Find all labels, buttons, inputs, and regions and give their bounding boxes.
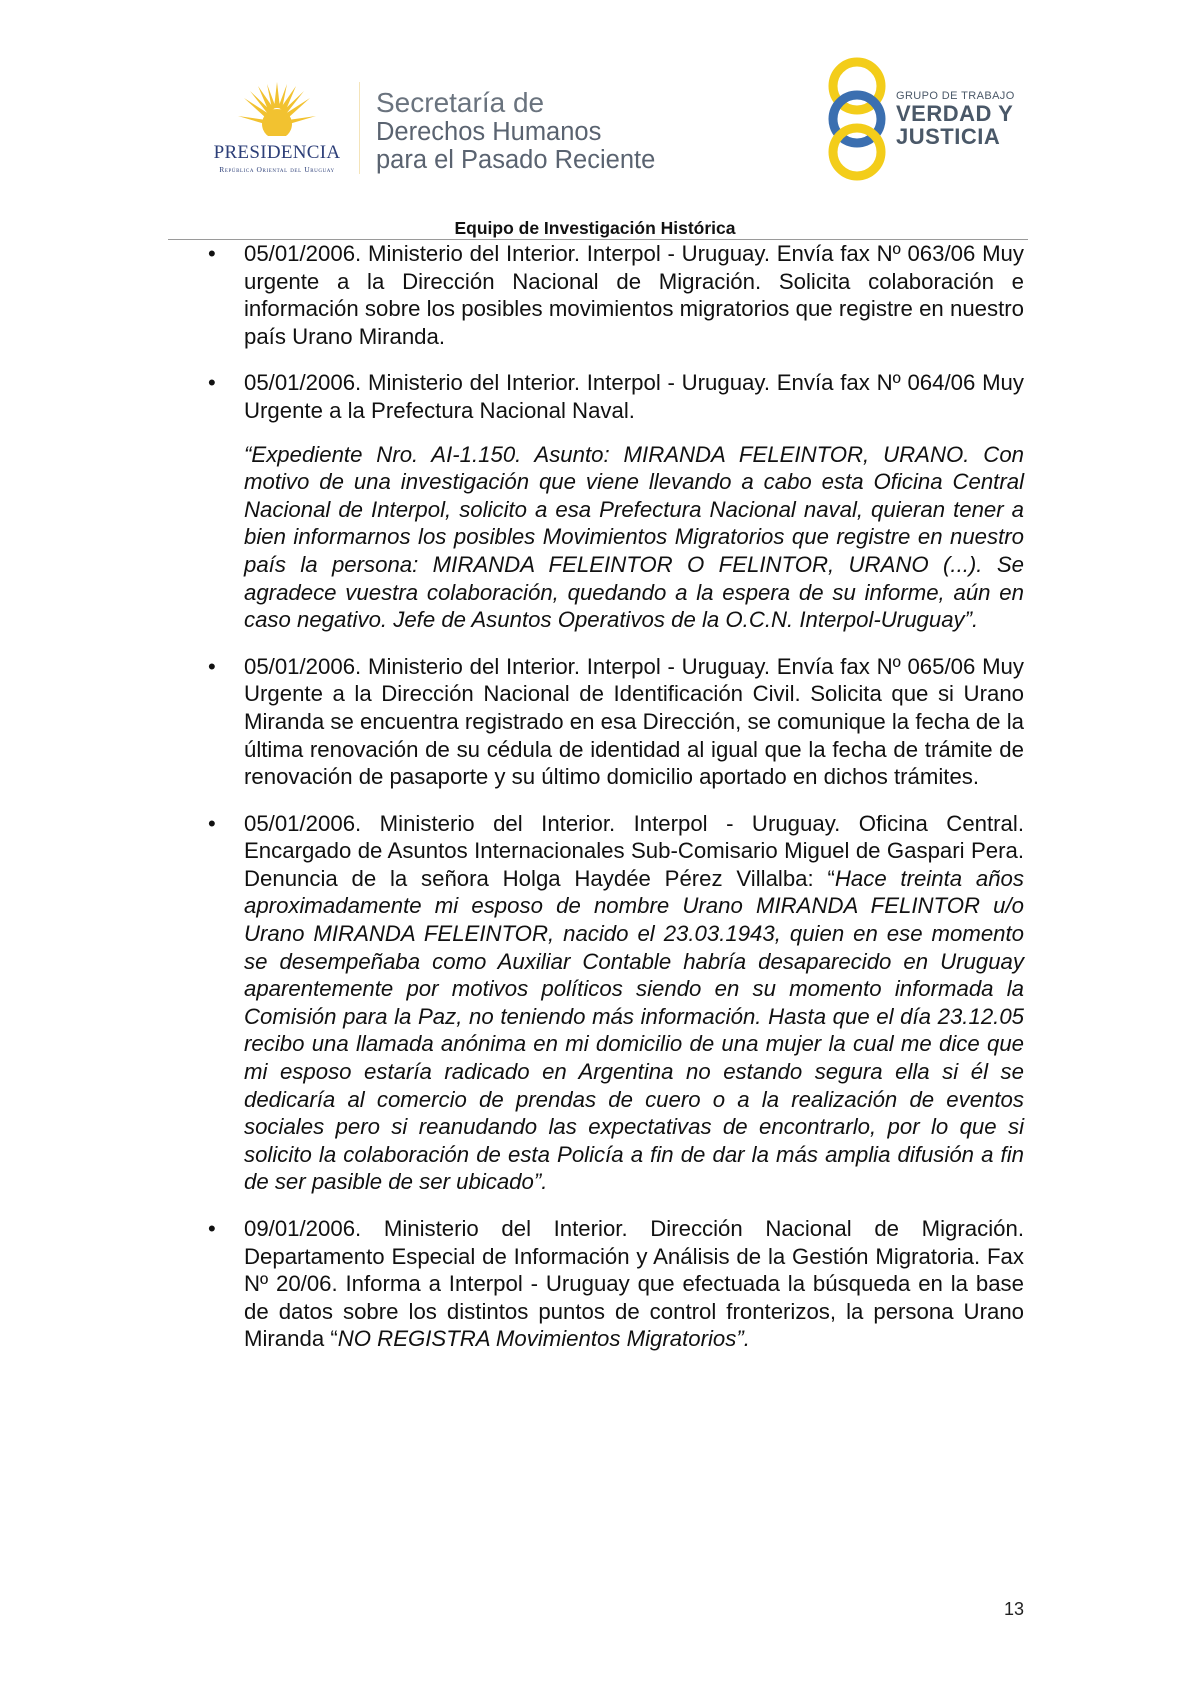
page-header-title: Equipo de Investigación Histórica <box>454 218 736 238</box>
sun-emblem-icon <box>236 78 318 140</box>
list-item <box>208 240 1024 350</box>
item-text: 05/01/2006. Ministerio del Interior. Interpol - Uruguay. Envía fax Nº 064/06 Muy Urgente a la Prefectura Nacional Naval. <box>244 370 1024 423</box>
item-text <box>244 810 1024 1196</box>
gtvj-line-3: JUSTICIA <box>896 124 1001 149</box>
list-item <box>208 369 1024 633</box>
bullet-icon: • <box>208 370 216 396</box>
rings-emblem-icon <box>822 56 892 182</box>
list-item <box>208 810 1024 1196</box>
item-quote <box>244 441 1024 634</box>
bullet-icon: • <box>208 241 216 266</box>
gtvj-line-2: VERDAD Y <box>896 101 1014 126</box>
secretaria-line-1: Secretaría de <box>376 87 545 118</box>
quote-text: “Expediente Nro. AI-1.150. Asunto: MIRANDA FELEINTOR, URANO. Con motivo de una investigación que viene llevando a cabo esta Oficina Central Nacional de Interpol, solicito a esa Prefectura Nacional naval, quieran tener a bien informarnos los posibles Movimientos Migratorios que registre en nuestro país la persona: MIRANDA FELEINTOR O FELINTOR, URANO (...). Se agradece vuestra colaboración, quedando a la espera de su informe, aún en caso negativo. Jefe de Asuntos Operativos de la O.C.N. Interpol-Uruguay”. <box>244 441 1024 633</box>
item-text-roman: 05/01/2006. Ministerio del Interior. Interpol - Uruguay. Oficina Central. Encargado de Asuntos Internacionales Sub-Comisario Miguel de Gaspari Pera. Denuncia de la señora Holga Haydée Pérez Villalba: “ <box>244 810 1024 891</box>
list-item <box>208 653 1024 791</box>
secretaria-line-3: para el Pasado Reciente <box>376 146 656 174</box>
list-item <box>208 1215 1024 1353</box>
verdad-justicia-logo <box>822 56 1032 182</box>
item-text-italic: NO REGISTRA Movimientos Migratorios”. <box>337 1326 750 1352</box>
presidencia-title: PRESIDENCIA <box>213 142 341 163</box>
item-text-roman: 09/01/2006. Ministerio del Interior. Dirección Nacional de Migración. Departamento Especial de Información y Análisis de la Gestión Migratoria. Fax Nº 20/06. Informa a Interpol - Uruguay que efectuada la búsqueda en la base de datos sobre los distintos puntos de control fronterizos, la persona Urano Miranda “ <box>244 1216 1024 1352</box>
presidencia-subtitle: República Oriental del Uruguay <box>219 165 335 174</box>
gtvj-line-1: GRUPO DE TRABAJO <box>896 90 1015 102</box>
logo-divider <box>359 82 360 174</box>
document-body <box>208 240 1024 1353</box>
presidencia-logo <box>196 78 358 178</box>
item-text: 05/01/2006. Ministerio del Interior. Interpol - Uruguay. Envía fax Nº 063/06 Muy urgente a la Dirección Nacional de Migración. Solicita colaboración e información sobre los posibles movimientos migratorios que registre en nuestro país Urano Miranda. <box>244 241 1024 349</box>
secretaria-logo <box>376 88 655 174</box>
bullet-icon: • <box>208 1216 216 1241</box>
item-text <box>244 1215 1024 1353</box>
bullet-icon: • <box>208 810 216 836</box>
item-text-italic: Hace treinta años aproximadamente mi esposo de nombre Urano MIRANDA FELINTOR u/o Urano MIRANDA FELEINTOR, nacido el 23.03.1943, quien en ese momento se desempeñaba como Auxiliar Contable habría desaparecido en Uruguay aparentemente por motivos políticos siendo en su momento informada la Comisión para la Paz, no teniendo más información. Hasta que el día 23.12.05 recibo una llamada anónima en mi domicilio de una mujer la cual me dice que mi esposo estaría radicado en Argentina no estando segura ella si él se dedicaría al comercio de prendas de cuero o a la realización de eventos sociales pero si reanudando las expectativas de encontrarlo, por lo que si solicito la colaboración de esta Policía a fin de dar la más amplia difusión a fin de ser pasible de ser ubicado”. <box>244 865 1024 1195</box>
item-text: 05/01/2006. Ministerio del Interior. Interpol - Uruguay. Envía fax Nº 065/06 Muy Urgente a la Dirección Nacional de Identificación Civil. Solicita que si Urano Miranda se encuentra registrado en esa Dirección, se comunique la fecha de la última renovación de su cédula de identidad al igual que la fecha de trámite de renovación de pasaporte y su último domicilio aportado en dichos trámites. <box>244 653 1024 790</box>
page-number: 13 <box>1004 1599 1025 1619</box>
secretaria-line-2: Derechos Humanos <box>376 118 602 146</box>
bullet-icon: • <box>208 653 216 679</box>
